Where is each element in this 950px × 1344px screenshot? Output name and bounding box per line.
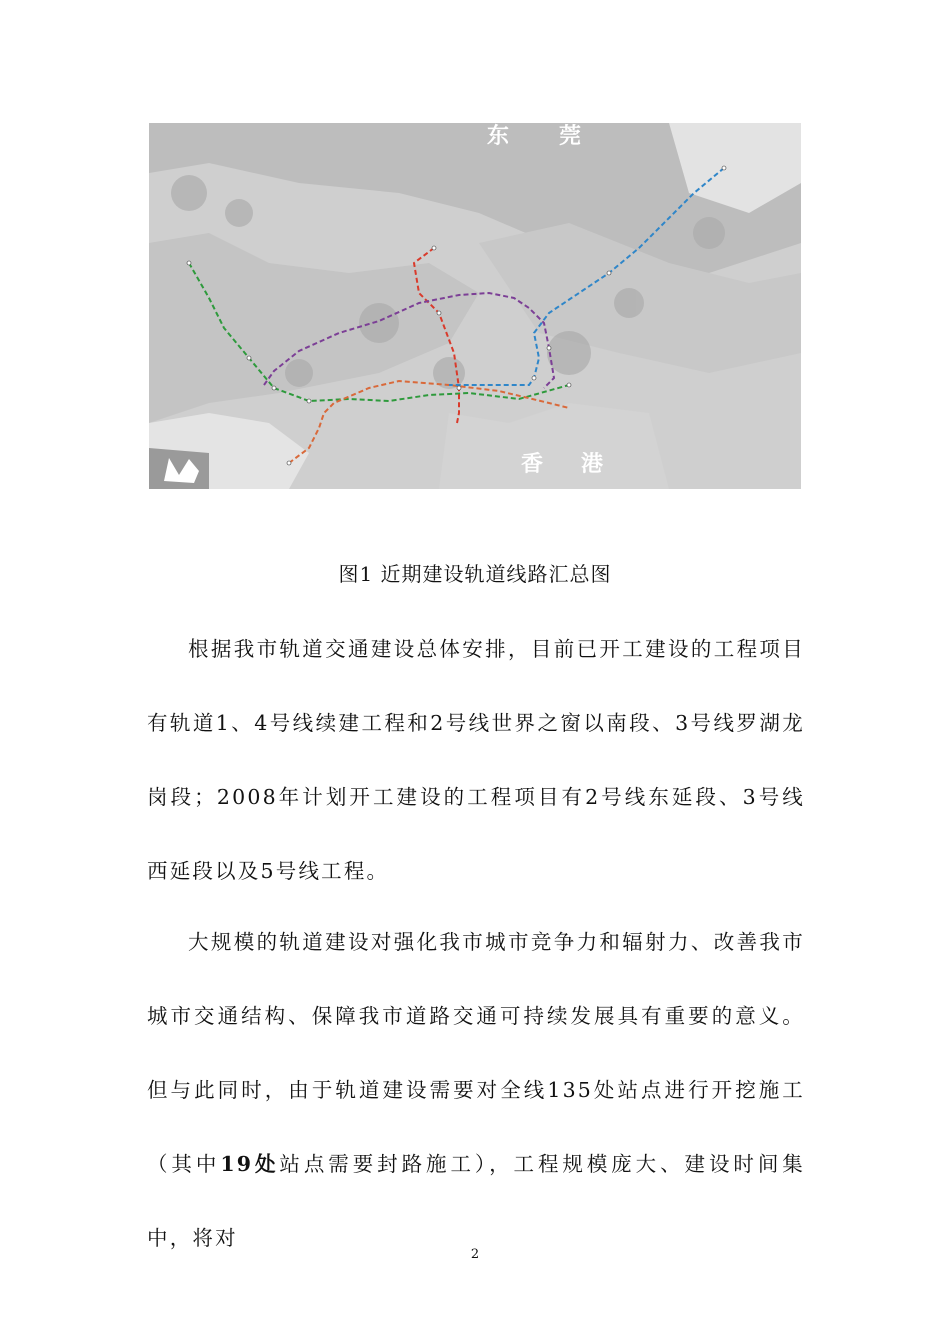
metro-map [149,123,801,489]
page-number: 2 [470,1247,480,1262]
map-label-dongguan-2: 莞 [559,124,582,149]
paragraph-2-part-1: 大规模的轨道建设对强化我市城市竞争力和辐射力、改善我市城市交通结构、保障我市道路交通可持续发展具有重要的意义。但与此同时，由于轨道建设需要对全线135处站点进行开挖施工（其中 [147,930,805,1176]
map-label-hongkong-2: 港 [581,452,604,477]
map-label-dongguan-1: 东 [487,124,510,149]
paragraph-2-bold: 19处 [220,1152,280,1176]
paragraph-1: 根据我市轨道交通建设总体安排，目前已开工建设的工程项目有轨道1、4号线续建工程和2号线世界之窗以南段、3号线罗湖龙岗段；2008年计划开工建设的工程项目有2号线东延段、3号线西延段以及5号线工程。 [147,637,805,883]
paragraph-2 [147,905,805,1275]
paragraph-2-part-2: 站点需要封路施工），工程规模庞大、建设时间集中，将对 [147,1152,805,1250]
map-label-hongkong-1: 香 [521,452,544,477]
metro-map-figure [149,123,801,489]
figure-caption: 图1 近期建设轨道线路汇总图 [338,562,612,586]
